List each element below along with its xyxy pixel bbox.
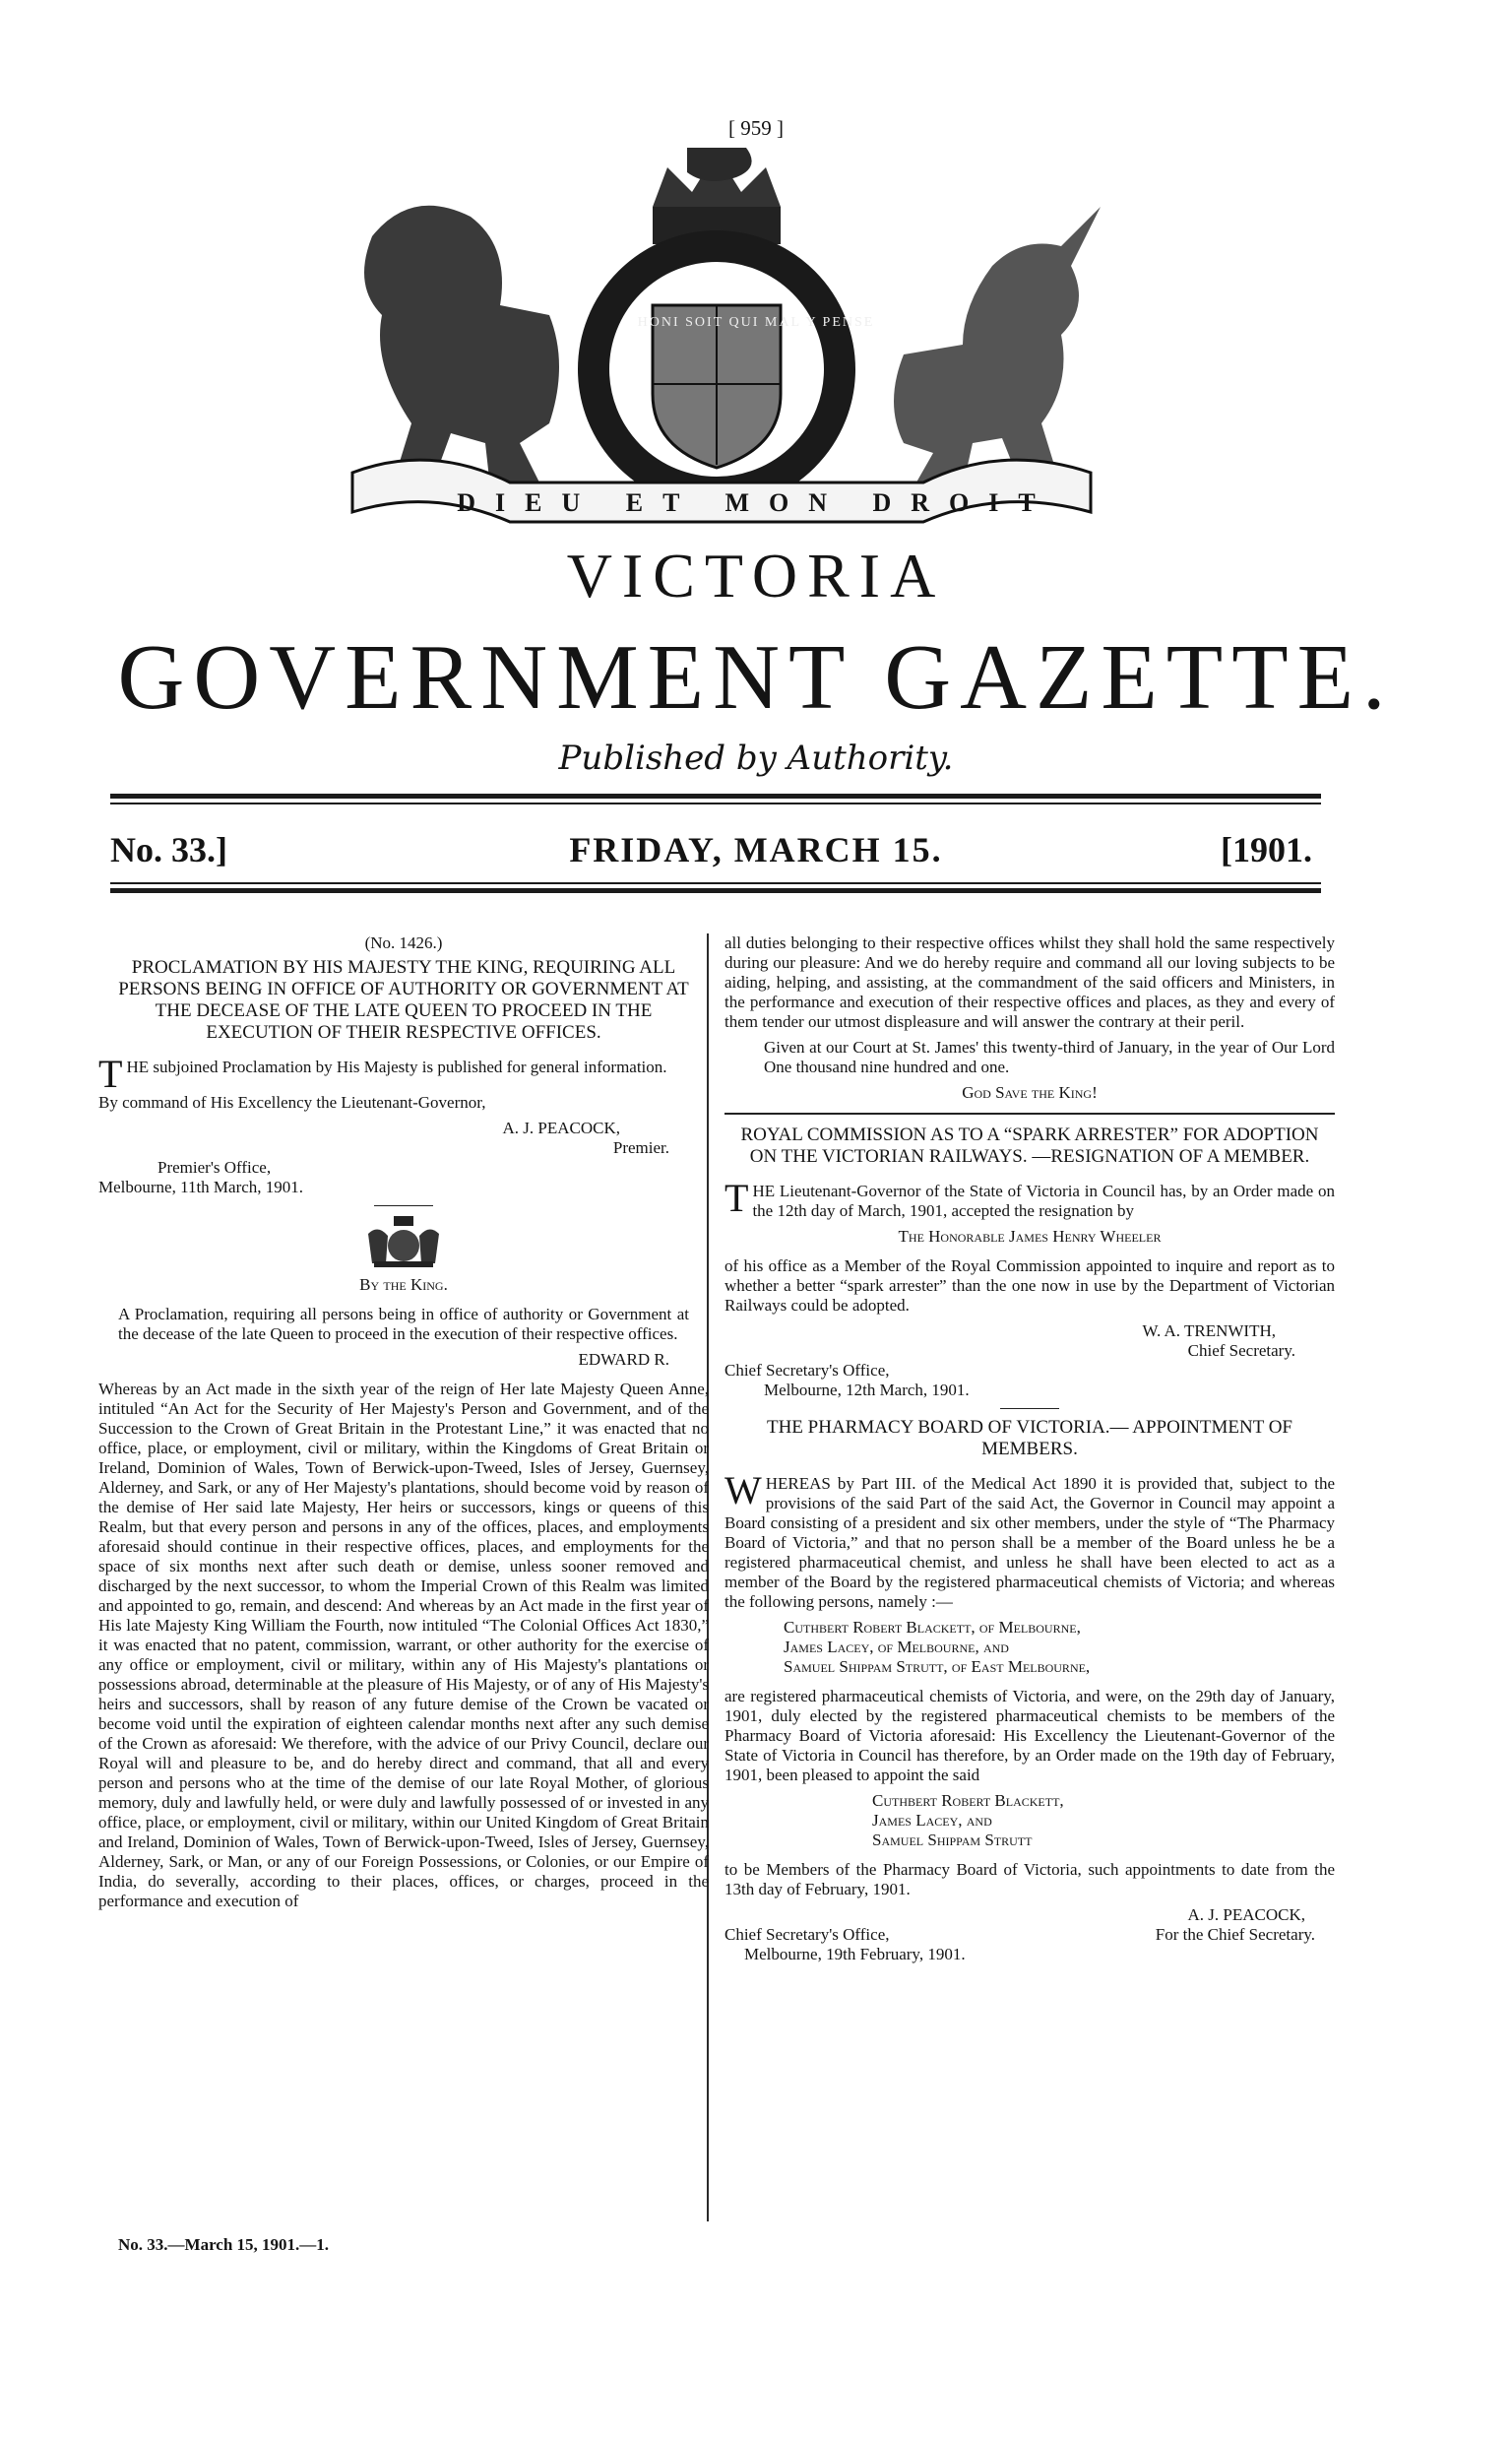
masthead-rule-bottom <box>110 888 1321 893</box>
masthead-rule-bottom-thin <box>110 882 1321 884</box>
crest-lion-icon <box>687 148 752 181</box>
pharmacy-appointee: James Lacey, and <box>872 1811 992 1830</box>
left-column <box>98 933 709 1917</box>
royal-signature: EDWARD R. <box>578 1350 669 1369</box>
proclamation-heading: PROCLAMATION BY HIS MAJESTY THE KING, REQUIRING ALL PERSONS BEING IN OFFICE OF AUTHORITY OR GOVERNMENT AT THE DECEASE OF THE LATE QUEEN TO PROCEED IN THE EXECUTION OF THEIR RESPECTIVE OFFICES. <box>118 957 689 1043</box>
section-rule <box>1000 1408 1059 1409</box>
commission-office: Chief Secretary's Office, <box>724 1361 890 1380</box>
by-the-king: By the King. <box>359 1275 448 1294</box>
issue-year: [1901. <box>1221 830 1312 869</box>
commission-signatory-title: Chief Secretary. <box>1187 1341 1295 1360</box>
pharmacy-name: Cuthbert Robert Blackett, of Melbourne, <box>784 1618 1081 1637</box>
pharmacy-signatory: A. J. PEACOCK, <box>1187 1905 1305 1924</box>
issue-date: FRIDAY, MARCH 15. <box>569 830 943 869</box>
garter-motto: HONI SOIT QUI MAL Y PENSE <box>637 315 875 330</box>
page-number: [ 959 ] <box>728 116 784 140</box>
pharmacy-appointee: Samuel Shippam Strutt <box>872 1831 1033 1849</box>
right-column <box>724 933 1335 1964</box>
section-rule <box>724 1113 1335 1115</box>
pharmacy-body-continued: are registered pharmaceutical chemists of Victoria, and were, on the 29th day of January, 1901, duly elected by the registered pharmaceutical chemists to be members of the Pharmacy Board of Victoria aforesaid: His Excellency the Lieutenant-Governor of the State of Victoria in Council has therefore, by an Order made on the 19th day of February, 1901, been pleased to appoint the said <box>724 1687 1335 1784</box>
pharmacy-heading: THE PHARMACY BOARD OF VICTORIA.— APPOINTMENT OF MEMBERS. <box>766 1417 1292 1459</box>
premier-office-date: Melbourne, 11th March, 1901. <box>98 1178 304 1196</box>
commission-signatory: W. A. TRENWITH, <box>1142 1321 1276 1340</box>
proclamation-intro: THE subjoined Proclamation by His Majesty is published for general information. <box>98 1052 667 1096</box>
pharmacy-office-date: Melbourne, 19th February, 1901. <box>744 1945 966 1963</box>
masthead-rule-top-thin <box>110 803 1321 804</box>
pharmacy-name: Samuel Shippam Strutt, of East Melbourne, <box>784 1657 1091 1676</box>
royal-coat-of-arms <box>313 148 1130 532</box>
commission-body-continued: of his office as a Member of the Royal Commission appointed to inquire and report as to whether a better “spark arrester” than the one now in use by the Department of Victorian Railways could be adopted. <box>724 1256 1335 1315</box>
commission-body: THE Lieutenant-Governor of the State of Victoria in Council has, by an Order made on the 12th day of March, 1901, accepted the resignation by <box>724 1176 1335 1220</box>
command-line: By command of His Excellency the Lieutenant-Governor, <box>98 1093 486 1112</box>
lion-supporter-icon <box>364 206 559 487</box>
commission-member: The Honorable James Henry Wheeler <box>898 1227 1162 1246</box>
pharmacy-signatory-title: For the Chief Secretary. <box>1155 1925 1315 1944</box>
section-rule <box>374 1205 433 1206</box>
commission-office-date: Melbourne, 12th March, 1901. <box>764 1381 970 1399</box>
notice-number: (No. 1426.) <box>364 933 443 952</box>
proclamation-title: A Proclamation, requiring all persons being in office of authority or Government at the decease of the late Queen to proceed in the execution of their respective offices. <box>118 1305 689 1343</box>
masthead-subtitle: Published by Authority. <box>558 739 954 778</box>
pharmacy-body-final: to be Members of the Pharmacy Board of Victoria, such appointments to date from the 13th day of February, 1901. <box>724 1860 1335 1898</box>
small-royal-arms-icon <box>364 1214 443 1269</box>
unicorn-supporter-icon <box>894 207 1101 487</box>
pharmacy-name: James Lacey, of Melbourne, and <box>784 1638 1009 1656</box>
masthead-rule-top <box>110 794 1321 799</box>
premier-signatory: A. J. PEACOCK, <box>502 1119 620 1137</box>
proclamation-continuation: all duties belonging to their respective offices whilst they shall hold the same respectively during our pleasure: And we do hereby require and command all our loving subjects to be aiding, helping, and assisting, at the commandment of the said officers and Ministers, in the performance and execution of their respective offices and places, as they and every of them tender our utmost displeasure and will answer the contrary at their peril. <box>724 933 1335 1031</box>
proclamation-body: Whereas by an Act made in the sixth year of the reign of Her late Majesty Queen Anne, intituled “An Act for the Security of Her Majesty's Person and Government, and of the Succession to the Crown of Great Britain in the Protestant Line,” it was enacted that no office, place, or employment, civil or military, within the Kingdoms of Great Britain or Ireland, Dominion of Wales, Town of Berwick-upon-Tweed, Isles of Jersey, Guernsey, Alderney, and Sark, or any of Her Majesty's plantations, should become void by reason of the demise of Her said late Majesty, Her heirs or successors, kings or queens of this Realm, but that every person and persons in any of the offices, places, and employments aforesaid should continue in their respective offices, places, and employments for the space of six months next after such death or demise, unless sooner removed and discharged by the next successor, to whom the Imperial Crown of this Realm was limited and appointed to go, remain, and descend: And whereas by an Act made in the first year of His late Majesty King William the Fourth, now intituled “The Colonial Offices Act 1830,” it was enacted that no patent, commission, warrant, or other authority for the exercise of any office or employment, civil or military, within any of His Majesty's plantations or possessions abroad, determinable at the pleasure of His Majesty, or of any of His Majesty's heirs and successors, shall by reason of any future demise of the Crown be vacated or become void until the expiration of eighteen calendar months next after any such demise of the Crown as aforesaid: We therefore, with the advice of our Privy Council, declare our Royal will and pleasure to be, and do hereby direct and command, that all and every person and persons who at the time of the demise of our late Royal Mother, of glorious memory, duly and lawfully held, or were duly and lawfully possessed of or invested in any office, place, or employment, civil or military, within our United Kingdom of Great Britain and Ireland, Dominion of Wales, Town of Berwick-upon-Tweed, Isles of Jersey, Guernsey, Alderney, Sark, or Man, or any of our Foreign Possessions, or Colonies, or our Empire of India, do severally, according to their places, offices, or charges, proceed in the performance and execution of <box>98 1380 709 1910</box>
page-footer: No. 33.—March 15, 1901.—1. <box>118 2235 330 2254</box>
commission-heading: ROYAL COMMISSION AS TO A “SPARK ARRESTER” FOR ADOPTION ON THE VICTORIAN RAILWAYS. —RESIGNATION OF A MEMBER. <box>740 1125 1319 1167</box>
god-save-the-king: God Save the King! <box>962 1083 1098 1102</box>
given-at-court: Given at our Court at St. James' this twenty-third of January, in the year of Our Lord One thousand nine hundred and one. <box>764 1038 1335 1076</box>
masthead-title: GOVERNMENT GAZETTE. <box>117 626 1395 729</box>
pharmacy-appointee: Cuthbert Robert Blackett, <box>872 1791 1064 1810</box>
premier-title: Premier. <box>612 1138 669 1157</box>
pharmacy-office: Chief Secretary's Office, <box>724 1925 890 1944</box>
issue-number: No. 33.] <box>110 830 227 869</box>
pharmacy-body: WHEREAS by Part III. of the Medical Act 1890 it is provided that, subject to the provisions of the said Part of the said Act, the Governor in Council may appoint a Board consisting of a president and six other members, under the style of “The Pharmacy Board of Victoria,” and that no person shall be a member of the Board unless he be a registered pharmaceutical chemist, and unless he shall have been elected to act as a member of the Board by the registered pharmaceutical chemists of Victoria; and whereas the following persons, namely :— <box>724 1468 1335 1611</box>
masthead-victoria: VICTORIA <box>566 541 946 610</box>
premier-office: Premier's Office, <box>158 1158 272 1177</box>
scroll-motto: DIEU ET MON DROIT <box>457 488 1055 517</box>
